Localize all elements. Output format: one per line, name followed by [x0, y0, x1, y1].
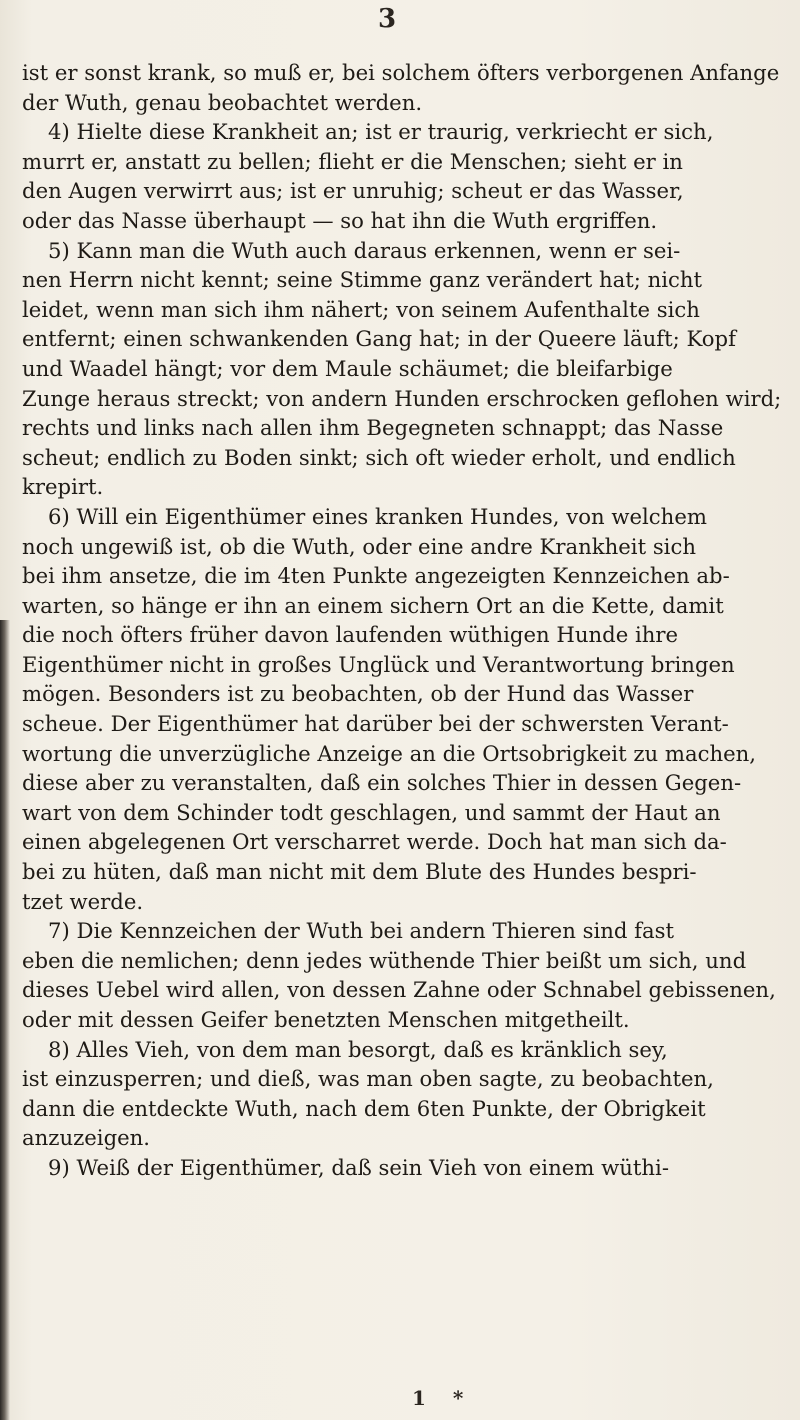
text-line: mögen. Besonders ist zu beobachten, ob der Hund das Wasser	[22, 681, 694, 707]
text-line: Zunge heraus streckt; von andern Hunden erschrocken geflohen wird;	[22, 385, 782, 411]
text-line: oder mit dessen Geifer benetzten Menschen mitgetheilt.	[22, 1007, 630, 1032]
text-line: den Augen verwirrt aus; ist er unruhig; scheut er das Wasser,	[22, 178, 684, 204]
text-line: scheut; endlich zu Boden sinkt; sich oft wieder erholt, und endlich	[22, 444, 736, 470]
binding-shadow	[0, 620, 10, 1420]
text-line: wart von dem Schinder todt geschlagen, und sammt der Haut an	[22, 799, 721, 825]
text-line: noch ungewiß ist, ob die Wuth, oder eine andre Krankheit sich	[22, 533, 696, 559]
text-line: bei zu hüten, daß man nicht mit dem Blute des Hundes bespri-	[22, 859, 697, 885]
text-line: der Wuth, genau beobachtet werden.	[22, 89, 423, 115]
text-line: oder das Nasse überhaupt — so hat ihn die Wuth ergriffen.	[22, 207, 658, 233]
text-line: nen Herrn nicht kennt; seine Stimme ganz verändert hat; nicht	[22, 267, 703, 293]
text-line: ist einzusperren; und dieß, was man oben sagte, zu beobachten,	[22, 1066, 714, 1092]
text-line: leidet, wenn man sich ihm nähert; von seinem Aufenthalte sich	[22, 296, 700, 322]
paragraph-9-start: 9) Weiß der Eigenthümer, daß sein Vieh von einem wüthi-	[48, 1154, 669, 1180]
text-line: diese aber zu veranstalten, daß ein solches Thier in dessen Gegen-	[22, 770, 742, 796]
text-line: tzet werde.	[22, 888, 144, 914]
text-line: krepirt.	[22, 474, 104, 500]
text-line: dieses Uebel wird allen, von dessen Zahne oder Schnabel gebissenen,	[22, 977, 776, 1003]
paragraph-4-start: 4) Hielte diese Krankheit an; ist er traurig, verkriecht er sich,	[48, 119, 714, 145]
text-line: wortung die unverzügliche Anzeige an die Ortsobrigkeit zu machen,	[22, 740, 757, 766]
paragraph-7-start: 7) Die Kennzeichen der Wuth bei andern Thieren sind fast	[48, 918, 675, 944]
text-line: entfernt; einen schwankenden Gang hat; in der Queere läuft; Kopf	[22, 326, 736, 352]
text-line: bei ihm ansetze, die im 4ten Punkte angezeigten Kennzeichen ab-	[22, 563, 730, 589]
text-line: einen abgelegenen Ort verscharret werde. Doch hat man sich da-	[22, 829, 727, 855]
text-line: scheue. Der Eigenthümer hat darüber bei der schwersten Verant-	[22, 711, 729, 737]
paragraph-5-start: 5) Kann man die Wuth auch daraus erkennen, wenn er sei-	[48, 237, 681, 263]
printer-signature-mark: 1 *	[412, 1386, 474, 1410]
text-line: warten, so hänge er ihn an einem sichern Ort an die Kette, damit	[22, 592, 724, 618]
text-line: eben die nemlichen; denn jedes wüthende Thier beißt um sich, und	[22, 947, 747, 973]
paragraph-6-start: 6) Will ein Eigenthümer eines kranken Hundes, von welchem	[48, 503, 707, 529]
page-number: 3	[378, 4, 397, 34]
text-line: murrt er, anstatt zu bellen; flieht er die Menschen; sieht er in	[22, 148, 683, 174]
text-line: dann die entdeckte Wuth, nach dem 6ten Punkte, der Obrigkeit	[22, 1095, 706, 1121]
text-line: die noch öfters früher davon laufenden wüthigen Hunde ihre	[22, 622, 679, 648]
text-line: anzuzeigen.	[22, 1125, 151, 1151]
text-line: und Waadel hängt; vor dem Maule schäumet; die bleifarbige	[22, 355, 673, 381]
text-line: ist er sonst krank, so muß er, bei solchem öfters verborgenen Anfange	[22, 60, 780, 85]
text-line: Eigenthümer nicht in großes Unglück und Verantwortung bringen	[22, 651, 735, 677]
text-line: rechts und links nach allen ihm Begegneten schnappt; das Nasse	[22, 415, 724, 441]
paragraph-8-start: 8) Alles Vieh, von dem man besorgt, daß es kränklich sey,	[48, 1036, 668, 1062]
body-text	[22, 58, 780, 1183]
